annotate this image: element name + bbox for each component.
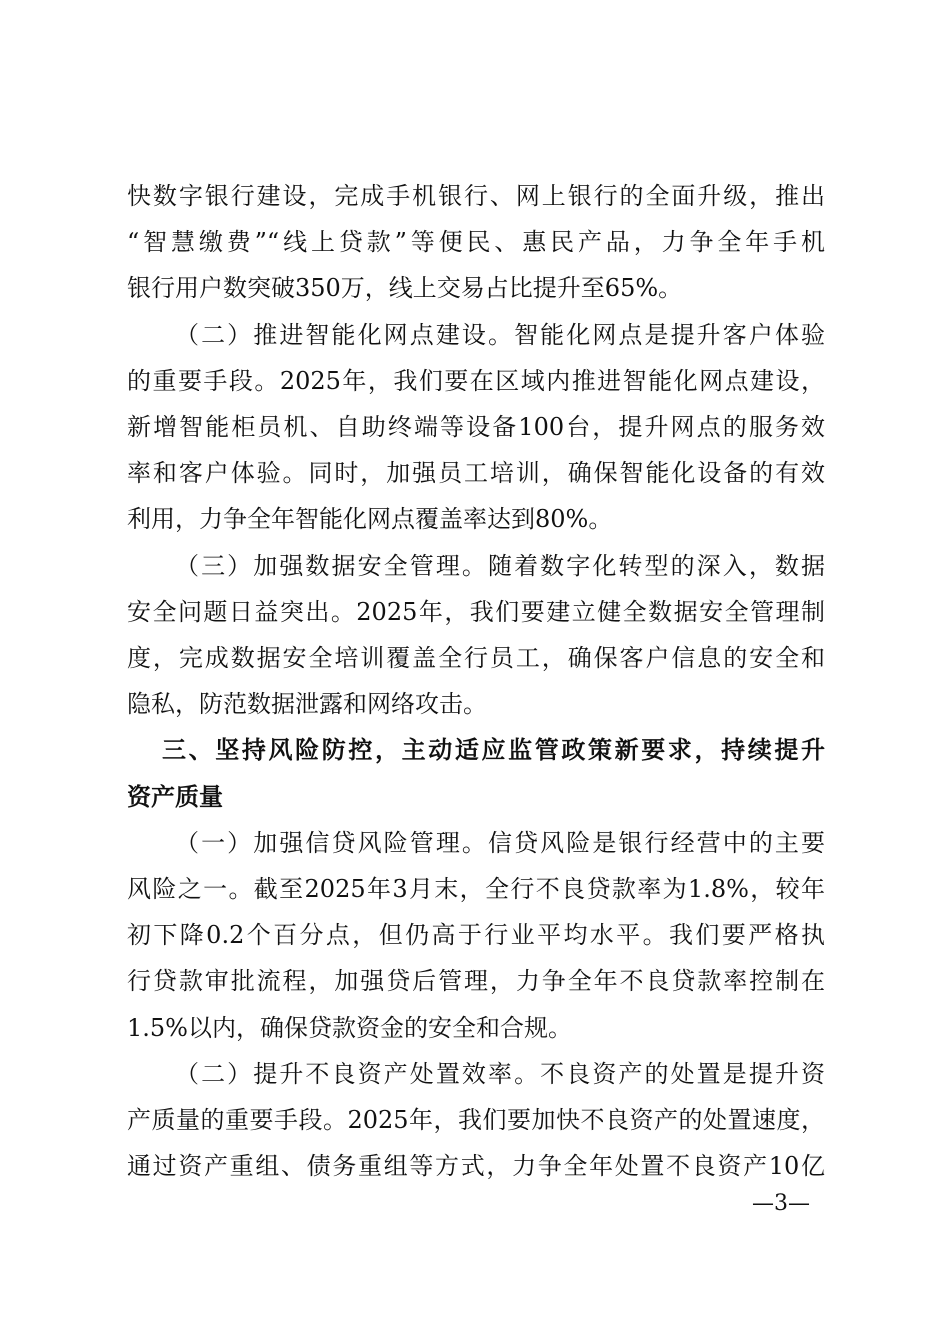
text-line: 率和客户体验。同时，加强员工培训，确保智能化设备的有效 (127, 459, 825, 488)
page-number: —3— (752, 1191, 810, 1216)
text-line: 度，完成数据安全培训覆盖全行员工，确保客户信息的安全和 (127, 644, 825, 672)
text-line: “智慧缴费”“线上贷款”等便民、惠民产品，力争全年手机 (127, 228, 825, 257)
text-line: 1.5%以内，确保贷款资金的安全和合规。 (127, 1013, 572, 1042)
text-line: （二）提升不良资产处置效率。不良资产的处置是提升资 (175, 1059, 825, 1088)
text-line: （一）加强信贷风险管理。信贷风险是银行经营中的主要 (175, 828, 825, 857)
text-line: 风险之一。截至2025年3月末，全行不良贷款率为1.8%，较年 (127, 875, 825, 903)
text-line: 隐私，防范数据泄露和网络攻击。 (127, 690, 487, 719)
text-line: 初下降0.2个百分点，但仍高于行业平均水平。我们要严格执 (127, 921, 825, 950)
text-line: 安全问题日益突出。2025年，我们要建立健全数据安全管理制 (127, 597, 825, 626)
text-line: 银行用户数突破350万，线上交易占比提升至65%。 (127, 274, 683, 303)
section-heading-line: 三、坚持风险防控，主动适应监管政策新要求，持续提升 (162, 736, 825, 765)
section-heading-line: 资产质量 (127, 782, 223, 811)
text-line: 通过资产重组、债务重组等方式，力争全年处置不良资产10亿 (127, 1152, 825, 1181)
text-line: 行贷款审批流程，加强贷后管理，力争全年不良贷款率控制在 (127, 967, 825, 996)
text-line: 利用，力争全年智能化网点覆盖率达到80%。 (127, 505, 613, 534)
text-line: 快数字银行建设，完成手机银行、网上银行的全面升级，推出 (127, 182, 825, 210)
text-line: （三）加强数据安全管理。随着数字化转型的深入，数据 (175, 551, 825, 580)
text-line: （二）推进智能化网点建设。智能化网点是提升客户体验 (175, 320, 825, 349)
text-line: 的重要手段。2025年，我们要在区域内推进智能化网点建设， (127, 366, 825, 395)
text-line: 新增智能柜员机、自助终端等设备100台，提升网点的服务效 (127, 413, 825, 441)
text-line: 产质量的重要手段。2025年，我们要加快不良资产的处置速度， (127, 1106, 825, 1134)
